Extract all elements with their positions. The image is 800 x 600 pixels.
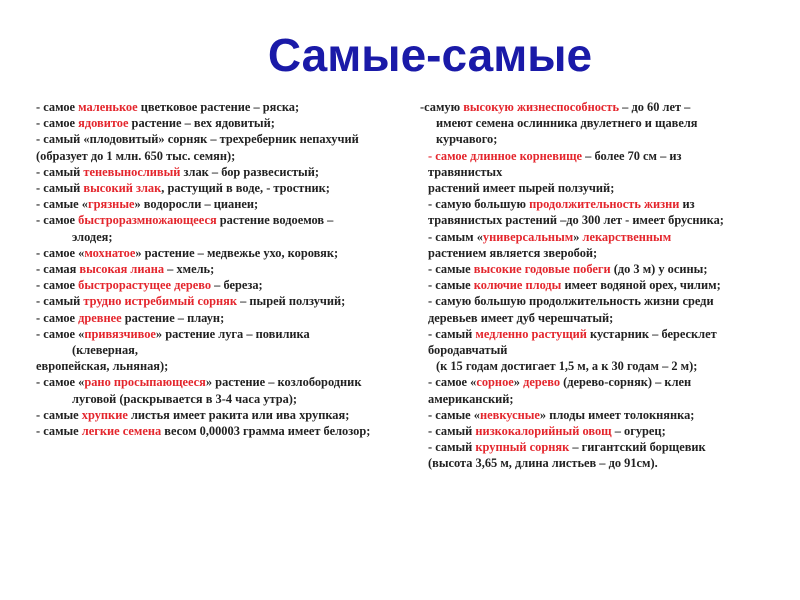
text-line (420, 439, 760, 455)
text-run: (к 15 годам достигает 1,5 м, а к 30 годам – 2 м); (436, 359, 698, 374)
highlighted-term: привязчивое (84, 326, 156, 341)
text-run: - самое « (36, 245, 85, 260)
text-run: – гигантский борщевик (569, 440, 706, 455)
text-run: - самое « (36, 326, 85, 341)
text-run: - самое (36, 278, 79, 293)
text-run: – пырей ползучий; (237, 294, 346, 309)
highlighted-term: быстрорастущее дерево (78, 278, 212, 293)
text-line (36, 245, 426, 261)
text-run: - самым « (428, 229, 483, 244)
text-line (420, 455, 760, 471)
text-run: травянистых (428, 164, 503, 179)
text-line (36, 342, 426, 358)
text-run: - самые « (428, 407, 480, 422)
text-run: - самое (36, 310, 79, 325)
highlighted-term: грязные (87, 197, 135, 212)
text-run: - самый (36, 294, 84, 309)
left-column (36, 99, 426, 439)
highlighted-term: лекарственным (582, 229, 672, 244)
highlighted-term: быстроразмножающееся (78, 213, 217, 228)
text-run: - самое « (36, 375, 85, 390)
text-line (420, 374, 760, 390)
highlighted-term: сорное (476, 375, 514, 390)
text-run: бородавчатый (428, 343, 508, 358)
text-run: (до 3 м) у осины; (610, 262, 708, 277)
text-run: - самый (36, 164, 84, 179)
text-run: весом 0,00003 грамма имеет белозор; (161, 424, 371, 439)
text-line (36, 180, 426, 196)
text-run: цветковое растение – ряска; (137, 100, 300, 114)
text-line (420, 277, 760, 293)
highlighted-term: высокий злак (83, 181, 162, 196)
text-run: курчавого; (436, 132, 498, 147)
text-line (36, 326, 426, 342)
highlighted-term: высокие годовые побеги (473, 262, 611, 277)
text-run: злак – бор развесистый; (180, 164, 319, 179)
text-run: - самый «плодовитый» сорняк – трехреберник непахучий (36, 132, 359, 147)
highlighted-term: рано просыпающееся (84, 375, 206, 390)
text-run: - самое « (428, 375, 477, 390)
text-line (36, 423, 426, 439)
text-line (420, 358, 760, 374)
text-run: растение – вех ядовитый; (128, 116, 275, 131)
text-line (36, 164, 426, 180)
highlighted-term: невкусные (479, 407, 540, 422)
text-line (36, 358, 426, 374)
text-line (420, 196, 760, 212)
text-run: - самое (36, 116, 79, 131)
text-run: – более 70 см – из (582, 148, 682, 163)
text-line (420, 212, 760, 228)
text-line (36, 293, 426, 309)
text-run: из (679, 197, 695, 212)
highlighted-term: маленькое (78, 100, 138, 114)
highlighted-term: колючие плоды (473, 278, 562, 293)
text-line (36, 212, 426, 228)
text-run: - самое (36, 100, 79, 114)
highlighted-term: трудно истребимый сорняк (83, 294, 238, 309)
text-run: – огурец; (611, 424, 666, 439)
text-line (420, 391, 760, 407)
text-line (36, 131, 426, 147)
highlighted-term: длинное корневище (470, 148, 583, 163)
text-run: растение водоемов – (216, 213, 334, 228)
text-line (420, 326, 760, 342)
text-run: - самые (428, 278, 474, 293)
text-run: - самую большую (428, 197, 530, 212)
text-run: (клеверная, (72, 343, 138, 358)
text-line (36, 99, 426, 115)
text-line (36, 261, 426, 277)
highlighted-term: крупный сорняк (475, 440, 570, 455)
text-run: травянистых растений –до 300 лет - имеет брусника; (428, 213, 724, 228)
text-run: » (513, 375, 524, 390)
text-line (36, 407, 426, 423)
text-run: - самый (36, 181, 84, 196)
text-line (420, 148, 760, 164)
text-line (36, 148, 426, 164)
text-run: луговой (раскрывается в 3-4 часа утра); (72, 391, 298, 406)
text-run: европейская, льняная); (36, 359, 169, 374)
text-run: – до 60 лет – (619, 100, 691, 114)
text-line (36, 277, 426, 293)
text-line (420, 131, 760, 147)
text-run: растение – плаун; (121, 310, 225, 325)
text-run: (образует до 1 млн. 650 тыс. семян); (36, 148, 236, 163)
highlighted-term: ядовитое (78, 116, 129, 131)
text-line (36, 229, 426, 245)
highlighted-term: легкие семена (81, 424, 162, 439)
text-run: деревьев имеет дуб черешчатый; (428, 310, 614, 325)
text-run: - самую большую продолжительность жизни среди (428, 294, 714, 309)
highlighted-term: универсальным (482, 229, 574, 244)
text-line (36, 391, 426, 407)
highlighted-term: древнее (78, 310, 122, 325)
text-run: » водоросли – цианеи; (134, 197, 259, 212)
text-run: » плоды имеет толокнянка; (539, 407, 695, 422)
text-run: -самую (420, 100, 464, 114)
text-run: – береза; (211, 278, 263, 293)
text-line (36, 196, 426, 212)
text-line (36, 374, 426, 390)
text-run: растением является зверобой; (428, 245, 598, 260)
text-run: - самый (428, 424, 476, 439)
right-column (420, 99, 760, 472)
text-run: - самый (428, 440, 476, 455)
text-line (420, 229, 760, 245)
text-run: – хмель; (164, 262, 215, 277)
text-run: » растение – козлобородник (205, 375, 362, 390)
text-run: » (573, 229, 583, 244)
text-run: » растение – медвежье ухо, коровяк; (135, 245, 339, 260)
text-line (420, 310, 760, 326)
highlighted-term: дерево (523, 375, 561, 390)
text-run: - самые « (36, 197, 88, 212)
text-line (420, 261, 760, 277)
text-run: растений имеет пырей ползучий; (428, 181, 615, 196)
text-run: - самое (36, 213, 79, 228)
text-run: - самые (36, 407, 82, 422)
highlighted-term: продолжительность жизни (529, 197, 680, 212)
text-line (420, 407, 760, 423)
highlighted-term: мохнатое (84, 245, 136, 260)
highlighted-term: медленно растущий (475, 326, 587, 341)
text-line (420, 99, 760, 115)
text-line (420, 245, 760, 261)
text-run: листья имеет ракита или ива хрупкая; (127, 407, 350, 422)
text-run: (дерево-сорняк) – клен (560, 375, 692, 390)
text-line (420, 164, 760, 180)
text-run: - самый (428, 326, 476, 341)
text-run: американский; (428, 391, 514, 406)
text-run: имеет водяной орех, чилим; (561, 278, 721, 293)
text-line (36, 115, 426, 131)
text-run: - самая (36, 262, 80, 277)
text-line (420, 180, 760, 196)
text-run: » растение луга – повилика (155, 326, 310, 341)
text-run: - самые (428, 262, 474, 277)
text-run: кустарник – бересклет (586, 326, 717, 341)
highlighted-term: высокая лиана (79, 262, 165, 277)
highlighted-term: низкокалорийный овощ (475, 424, 612, 439)
highlighted-term: высокую жизнеспособность (463, 100, 620, 114)
text-line (420, 342, 760, 358)
text-run: , растущий в воде, - тростник; (161, 181, 330, 196)
text-line (420, 423, 760, 439)
text-run: - самые (36, 424, 82, 439)
text-line (420, 115, 760, 131)
text-line (36, 310, 426, 326)
text-line (420, 293, 760, 309)
slide-title: Самые-самые (267, 29, 593, 81)
text-run: (высота 3,65 м, длина листьев – до 91см). (428, 456, 658, 471)
highlighted-term: теневыносливый (83, 164, 181, 179)
text-run: элодея; (72, 229, 113, 244)
highlighted-term: - самое (428, 148, 471, 163)
highlighted-term: хрупкие (81, 407, 128, 422)
text-run: имеют семена ослинника двулетнего и щавеля (436, 116, 698, 131)
